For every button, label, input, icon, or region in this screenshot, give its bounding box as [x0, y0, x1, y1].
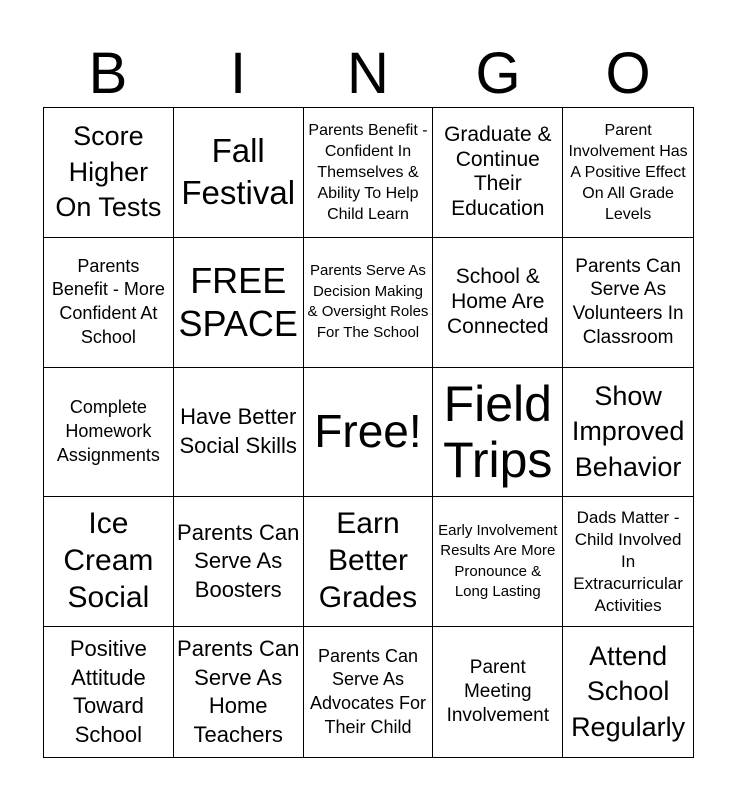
bingo-header: [43, 42, 693, 106]
bingo-cell[interactable]: Parents Benefit - More Confident At School: [44, 238, 174, 368]
bingo-cell[interactable]: Positive Attitude Toward School: [44, 627, 174, 757]
bingo-cell[interactable]: Parents Can Serve As Boosters: [174, 497, 304, 627]
bingo-cell[interactable]: Ice Cream Social: [44, 497, 174, 627]
bingo-cell[interactable]: Parents Serve As Decision Making & Oversight Roles For The School: [304, 238, 434, 368]
bingo-cell[interactable]: Parent Meeting Involvement: [433, 627, 563, 757]
bingo-cell[interactable]: Field Trips: [433, 368, 563, 498]
bingo-board: [43, 107, 694, 758]
bingo-cell[interactable]: Parents Can Serve As Home Teachers: [174, 627, 304, 757]
bingo-cell[interactable]: Earn Better Grades: [304, 497, 434, 627]
bingo-cell[interactable]: Score Higher On Tests: [44, 108, 174, 238]
bingo-cell[interactable]: Parent Involvement Has A Positive Effect On All Grade Levels: [563, 108, 693, 238]
bingo-cell[interactable]: Early Involvement Results Are More Pronounce & Long Lasting: [433, 497, 563, 627]
free-center-cell[interactable]: Free!: [304, 368, 434, 498]
bingo-cell[interactable]: Complete Homework Assignments: [44, 368, 174, 498]
header-letter-o: O: [605, 41, 651, 106]
free-space-cell[interactable]: FREE SPACE: [174, 238, 304, 368]
header-letter-n: N: [347, 41, 389, 106]
bingo-cell[interactable]: Have Better Social Skills: [174, 368, 304, 498]
bingo-cell[interactable]: Parents Can Serve As Volunteers In Classroom: [563, 238, 693, 368]
bingo-cell[interactable]: Graduate & Continue Their Education: [433, 108, 563, 238]
bingo-cell[interactable]: Parents Can Serve As Advocates For Their Child: [304, 627, 434, 757]
bingo-cell[interactable]: Parents Benefit - Confident In Themselves & Ability To Help Child Learn: [304, 108, 434, 238]
bingo-cell[interactable]: Fall Festival: [174, 108, 304, 238]
header-letter-i: I: [229, 41, 247, 106]
bingo-cell[interactable]: Attend School Regularly: [571, 640, 686, 742]
header-letter-b: B: [88, 41, 128, 106]
bingo-cell[interactable]: Show Improved Behavior: [563, 368, 693, 498]
bingo-cell[interactable]: School & Home Are Connected: [433, 238, 563, 368]
bingo-cell[interactable]: Dads Matter - Child Involved In Extracurricular Activities: [563, 497, 693, 627]
header-letter-g: G: [475, 41, 521, 106]
